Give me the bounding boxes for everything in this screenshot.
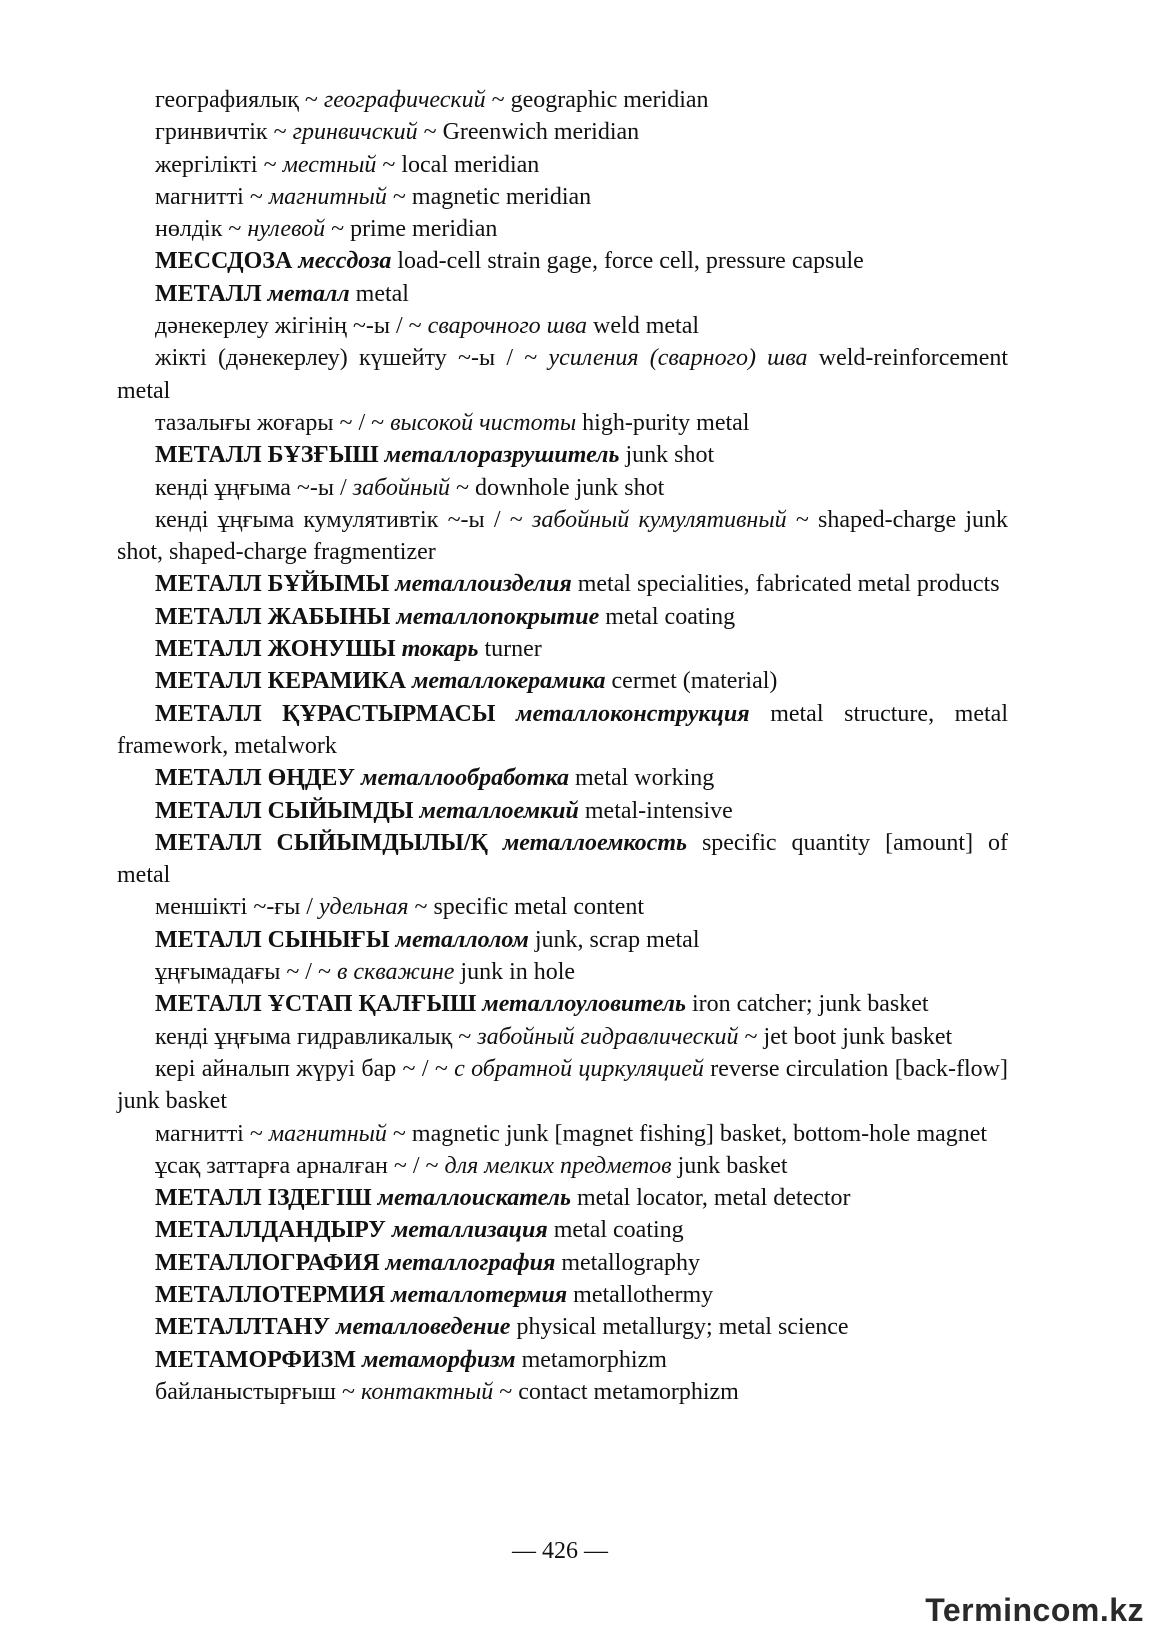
kazakh-term: МЕТАЛЛ СЫНЫҒЫ	[155, 926, 390, 953]
english-term: ~ jet boot junk basket	[744, 1023, 953, 1050]
english-term: metamorphizm	[521, 1346, 667, 1373]
russian-term: гринвичский	[292, 119, 418, 146]
logo-text: Termincom.kz	[925, 1592, 1144, 1628]
kazakh-term: гринвичтік ~	[155, 119, 287, 146]
russian-term: металлография	[385, 1249, 556, 1276]
english-term: ~ specific metal content	[414, 894, 645, 921]
english-term: reverse circulation [back-flow] junk basket	[117, 1055, 1009, 1115]
sub-entry	[117, 1118, 1008, 1150]
russian-term: металлотермия	[391, 1281, 568, 1308]
russian-term: металлоемкость	[502, 829, 687, 856]
english-term: metal locator, metal detector	[576, 1185, 851, 1212]
russian-term: металлоуловитель	[482, 991, 686, 1018]
english-term: metal coating	[553, 1217, 684, 1244]
kazakh-term: МЕТАЛЛ ӨҢДЕУ	[155, 765, 356, 792]
kazakh-term: кенді ұңғыма кумулятивтік ~-ы / ~	[155, 506, 523, 533]
russian-term: географический	[323, 87, 486, 113]
sub-entry	[117, 1053, 1008, 1118]
english-term: junk basket	[677, 1152, 788, 1179]
kazakh-term: нөлдік ~	[155, 216, 242, 243]
kazakh-term: кері айналып жүруі бар ~ / ~	[155, 1055, 448, 1082]
kazakh-term: географиялық ~	[155, 87, 318, 113]
kazakh-term: ұсақ заттарға арналған ~ / ~	[155, 1152, 439, 1179]
english-term: ~ shaped-charge junk shot, shaped-charge fragmentizer	[117, 506, 1009, 566]
english-term: metal structure, metal framework, metalwork	[117, 700, 1008, 759]
russian-term: забойный кумулятивный	[531, 506, 787, 533]
russian-term: удельная	[318, 894, 409, 921]
headword-entry	[117, 827, 1008, 892]
russian-term: контактный	[361, 1378, 494, 1405]
headword-entry	[117, 988, 1008, 1020]
english-term: metal-intensive	[584, 797, 733, 824]
english-term: ~ Greenwich meridian	[423, 119, 640, 146]
english-term: metal	[355, 280, 409, 307]
sub-entry	[117, 1376, 1008, 1408]
russian-term: металлопокрытие	[396, 603, 600, 630]
headword-entry	[117, 1344, 1008, 1376]
kazakh-term: МЕТАЛЛ ҚҰРАСТЫРМАСЫ	[155, 700, 496, 727]
english-term: ~ downhole junk shot	[455, 474, 665, 501]
headword-entry	[117, 1214, 1008, 1246]
kazakh-term: МЕССДОЗА	[155, 248, 293, 275]
headword-entry	[117, 245, 1008, 277]
sub-entry	[117, 891, 1008, 923]
english-term: specific quantity [amount] of metal	[117, 829, 1009, 889]
sub-entry	[117, 149, 1008, 181]
russian-term: металлоискатель	[377, 1185, 571, 1212]
russian-term: в скважине	[336, 959, 455, 986]
english-term: ~ prime meridian	[331, 216, 498, 243]
english-term: ~ geographic meridian	[491, 87, 709, 113]
headword-entry	[117, 1247, 1008, 1279]
english-term: metal specialities, fabricated metal products	[577, 571, 1000, 598]
kazakh-term: МЕТАЛЛТАНУ	[155, 1314, 330, 1341]
kazakh-term: МЕТАЛЛ БҰЙЫМЫ	[155, 571, 390, 598]
russian-term: мессдоза	[298, 248, 392, 275]
english-term: junk shot	[625, 442, 715, 469]
kazakh-term: дәнекерлеу жігінің ~-ы / ~	[155, 313, 422, 340]
russian-term: забойный	[352, 474, 450, 501]
russian-term: металлоразрушитель	[384, 442, 620, 469]
kazakh-term: МЕТАЛЛ ҰСТАП ҚАЛҒЫШ	[155, 991, 477, 1018]
sub-entry	[117, 181, 1008, 213]
sub-entry	[117, 213, 1008, 245]
kazakh-term: МЕТАЛЛОТЕРМИЯ	[155, 1281, 386, 1308]
english-term: metal working	[575, 765, 715, 792]
termincom-logo[interactable]	[925, 1592, 1144, 1629]
headword-entry	[117, 1311, 1008, 1343]
russian-term: местный	[282, 151, 377, 178]
kazakh-term: жергілікті ~	[155, 151, 277, 178]
russian-term: металловедение	[336, 1314, 511, 1341]
headword-entry	[117, 665, 1008, 697]
headword-entry	[117, 762, 1008, 794]
headword-entry	[117, 568, 1008, 600]
russian-term: для мелких предметов	[444, 1152, 672, 1179]
russian-term: токарь	[401, 636, 479, 663]
kazakh-term: МЕТАЛЛ КЕРАМИКА	[155, 668, 406, 695]
sub-entry	[117, 310, 1008, 342]
kazakh-term: МЕТАМОРФИЗМ	[155, 1346, 356, 1373]
russian-term: металлоизделия	[395, 571, 572, 598]
russian-term: метаморфизм	[361, 1346, 516, 1373]
russian-term: сварочного шва	[427, 313, 588, 340]
headword-entry	[117, 698, 1008, 763]
english-term: turner	[484, 636, 542, 663]
english-term: metal coating	[605, 603, 736, 630]
kazakh-term: жікті (дәнекерлеу) күшейту ~-ы / ~	[155, 345, 538, 372]
russian-term: металл	[267, 280, 350, 307]
sub-entry	[117, 472, 1008, 504]
english-term: ~ magnetic junk [magnet fishing] basket, bottom-hole magnet	[392, 1120, 988, 1147]
english-term: metallography	[561, 1249, 700, 1276]
kazakh-term: МЕТАЛЛ ЖАБЫНЫ	[155, 603, 391, 630]
sub-entry	[117, 342, 1008, 407]
kazakh-term: МЕТАЛЛ БҰЗҒЫШ	[155, 442, 379, 469]
headword-entry	[117, 278, 1008, 310]
kazakh-term: МЕТАЛЛ СЫЙЫМДЫЛЫ/Қ	[155, 829, 488, 856]
kazakh-term: МЕТАЛЛ ЖОНУШЫ	[155, 636, 396, 663]
headword-entry	[117, 1182, 1008, 1214]
english-term: load-cell strain gage, force cell, pressure capsule	[397, 248, 864, 275]
english-term: high-purity metal	[582, 409, 750, 436]
russian-term: усиления (сварного) шва	[548, 345, 808, 372]
english-term: ~ local meridian	[382, 151, 540, 178]
russian-term: металлизация	[391, 1217, 548, 1244]
kazakh-term: байланыстырғыш ~	[155, 1378, 356, 1405]
russian-term: металлообработка	[361, 765, 569, 792]
sub-entry	[117, 407, 1008, 439]
kazakh-term: кенді ұңғыма ~-ы /	[155, 474, 347, 501]
kazakh-term: МЕТАЛЛ СЫЙЫМДЫ	[155, 797, 414, 824]
sub-entry	[117, 504, 1008, 569]
kazakh-term: ұңғымадағы ~ / ~	[155, 959, 331, 986]
dictionary-body	[117, 84, 1008, 1408]
kazakh-term: МЕТАЛЛОГРАФИЯ	[155, 1249, 380, 1276]
russian-term: металлоемкий	[419, 797, 579, 824]
english-term: weld metal	[593, 313, 700, 340]
english-term: physical metallurgy; metal science	[516, 1314, 849, 1341]
sub-entry	[117, 1021, 1008, 1053]
russian-term: высокой чистоты	[390, 409, 577, 436]
sub-entry	[117, 1150, 1008, 1182]
russian-term: металлолом	[395, 926, 529, 953]
headword-entry	[117, 601, 1008, 633]
english-term: iron catcher; junk basket	[691, 991, 929, 1018]
english-term: metallothermy	[573, 1281, 714, 1308]
russian-term: металлокерамика	[411, 668, 606, 695]
kazakh-term: кенді ұңғыма гидравликалық ~	[155, 1023, 472, 1050]
russian-term: нулевой	[247, 216, 326, 243]
kazakh-term: магнитті ~	[155, 1120, 263, 1147]
kazakh-term: меншікті ~-ғы /	[155, 894, 313, 921]
headword-entry	[117, 633, 1008, 665]
russian-term: забойный гидравлический	[477, 1023, 739, 1050]
english-term: ~ contact metamorphizm	[499, 1378, 739, 1405]
page-number: — 426 —	[512, 1538, 608, 1564]
kazakh-term: МЕТАЛЛ	[155, 280, 262, 307]
russian-term: магнитный	[268, 1120, 387, 1147]
english-term: ~ magnetic meridian	[392, 183, 592, 210]
kazakh-term: МЕТАЛЛ ІЗДЕГІШ	[155, 1185, 372, 1212]
english-term: junk, scrap metal	[534, 926, 700, 953]
kazakh-term: МЕТАЛЛДАНДЫРУ	[155, 1217, 386, 1244]
kazakh-term: тазалығы жоғары ~ / ~	[155, 409, 385, 436]
sub-entry	[117, 956, 1008, 988]
russian-term: с обратной циркуляцией	[454, 1055, 704, 1082]
english-term: weld-reinforcement metal	[117, 345, 1009, 404]
russian-term: магнитный	[268, 183, 387, 210]
english-term: junk in hole	[460, 959, 576, 986]
headword-entry	[117, 1279, 1008, 1311]
headword-entry	[117, 439, 1008, 471]
headword-entry	[117, 924, 1008, 956]
russian-term: металлоконструкция	[516, 700, 750, 727]
english-term: cermet (material)	[611, 668, 778, 695]
kazakh-term: магнитті ~	[155, 183, 263, 210]
sub-entry	[117, 84, 1008, 116]
headword-entry	[117, 795, 1008, 827]
sub-entry	[117, 116, 1008, 148]
